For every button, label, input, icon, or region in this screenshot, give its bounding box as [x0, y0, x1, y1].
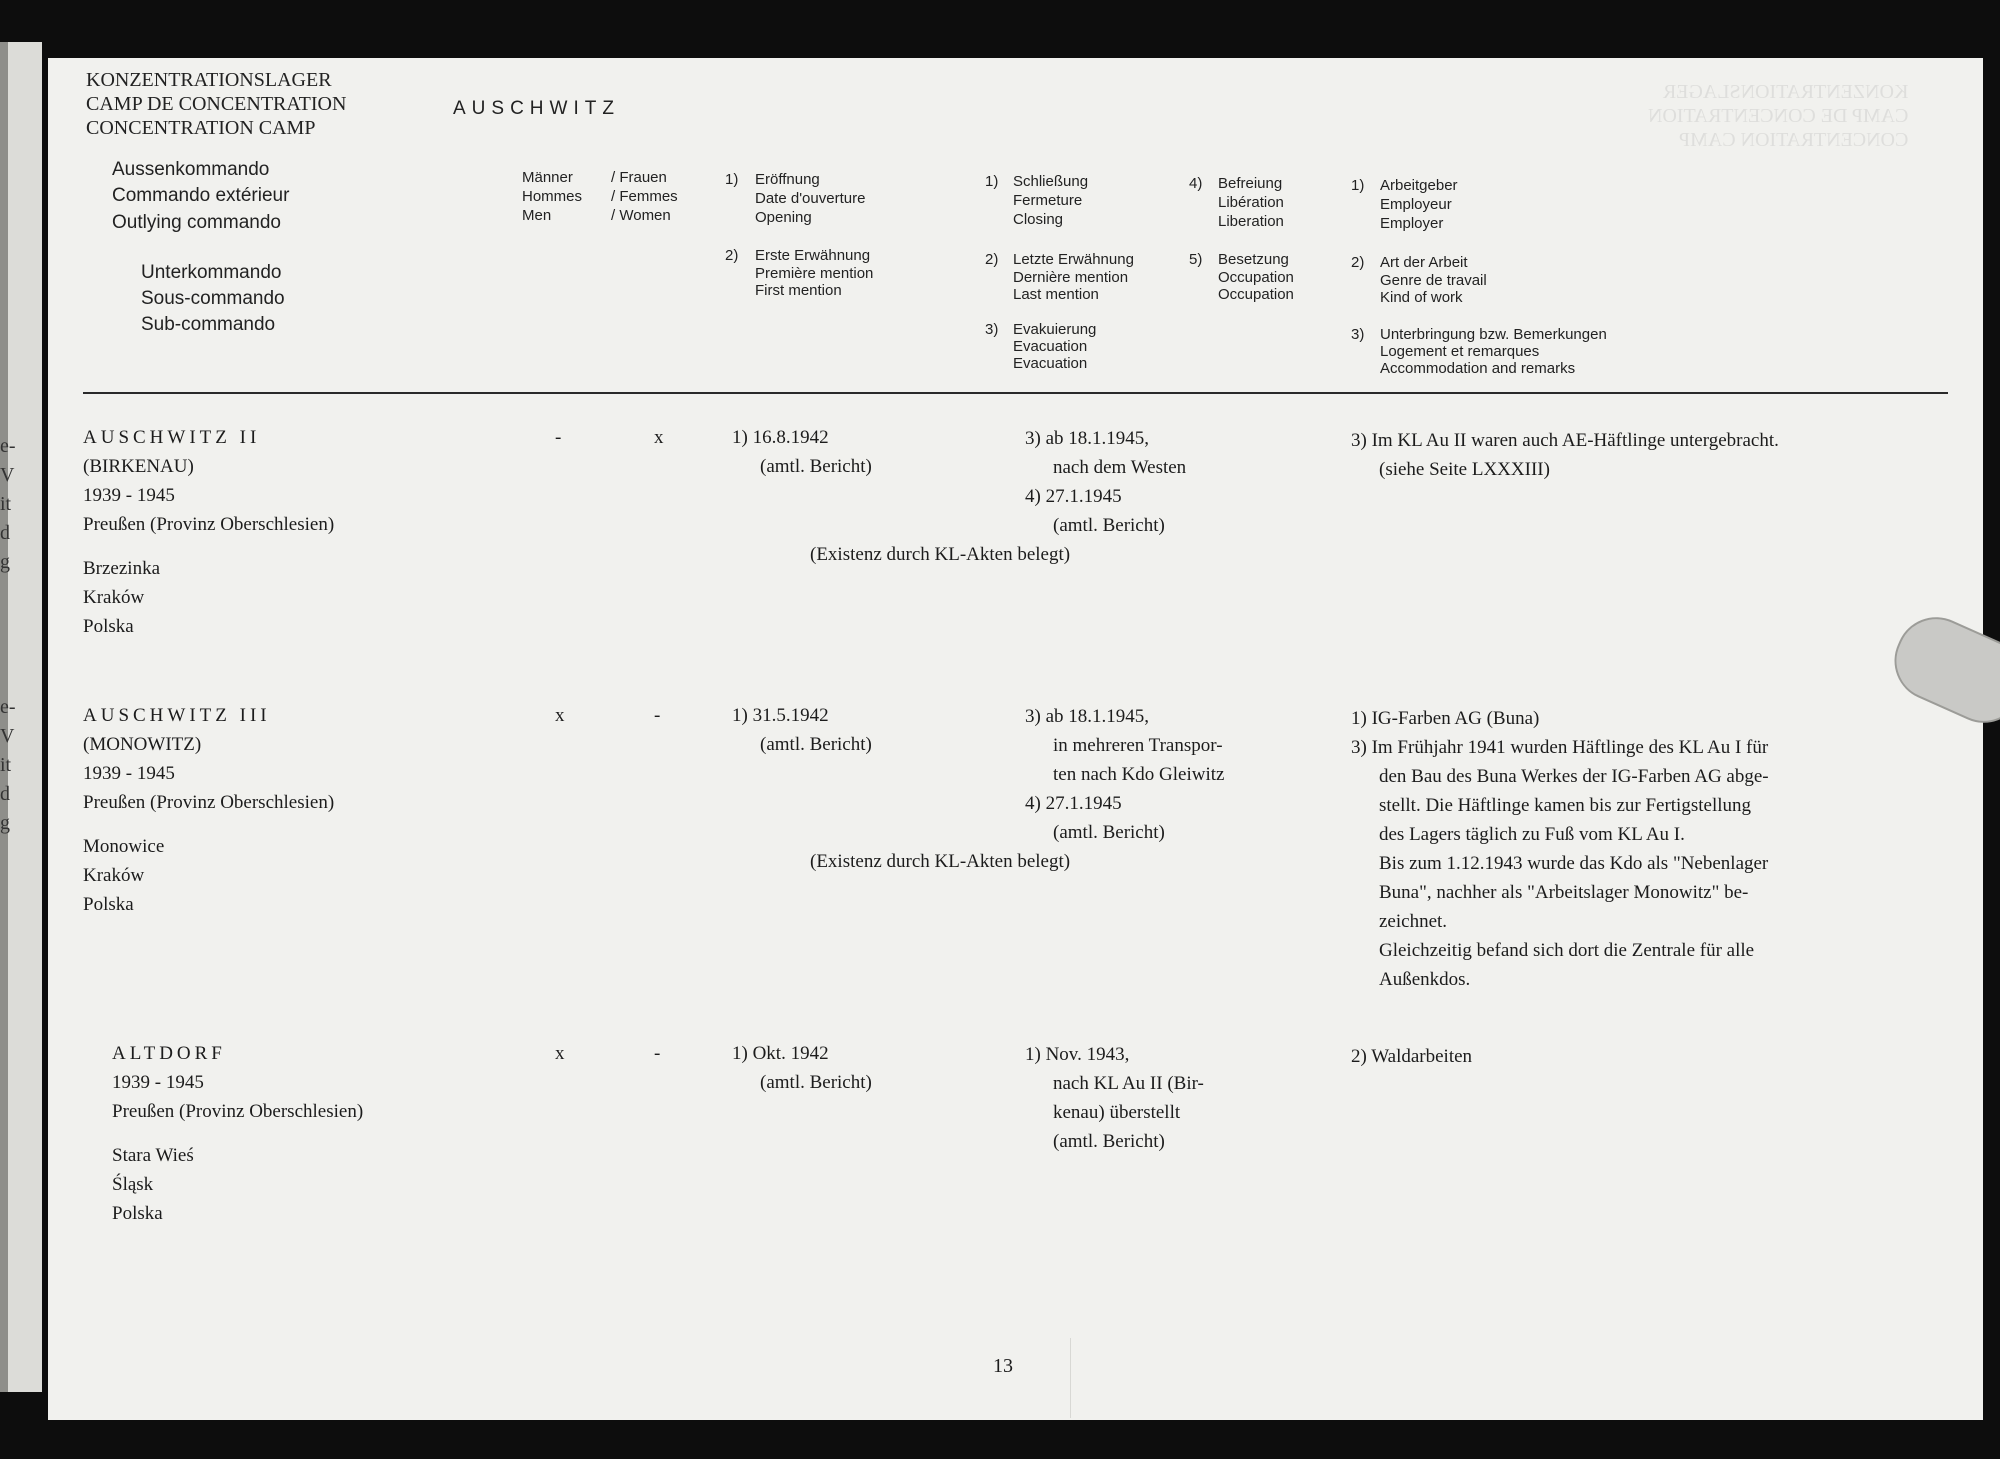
men-mark: x [555, 1043, 565, 1064]
women-label-fr: / Femmes [611, 188, 678, 205]
remarks-en: Accommodation and remarks [1380, 360, 1576, 377]
liberation-en: Liberation [1218, 213, 1284, 230]
opening-source: (amtl. Bericht) [760, 734, 872, 755]
page-title-en: CONCENTRATION CAMP [86, 117, 316, 139]
closing-line: kenau) überstellt [1053, 1102, 1181, 1123]
unterkommando-fr: Sous-commando [141, 288, 285, 309]
remarks-line: Buna", nachher als "Arbeitslager Monowitz" be- [1379, 882, 1749, 903]
show-through-text: KONZENTRATIONSLAGER CAMP DE CONCENTRATION CONCENTRATION CAMP [1648, 81, 1909, 151]
remarks-line: (siehe Seite LXXXIII) [1379, 459, 1550, 480]
occupation-fr: Occupation [1218, 269, 1294, 286]
remarks-line: Gleichzeitig befand sich dort die Zentrale für alle [1379, 940, 1755, 961]
page-title-de: KONZENTRATIONSLAGER [86, 69, 332, 91]
closing-line: 3) ab 18.1.1945, [1025, 428, 1150, 449]
evacuation-en: Evacuation [1013, 355, 1088, 372]
remarks-line: des Lagers täglich zu Fuß vom KL Au I. [1379, 824, 1685, 845]
page-title-fr: CAMP DE CONCENTRATION [86, 93, 347, 115]
aussenkommando-de: Aussenkommando [112, 159, 270, 180]
occupation-number: 5) [1189, 251, 1203, 268]
entry-info-line: (BIRKENAU) [83, 456, 194, 477]
closing-line: (amtl. Bericht) [1053, 515, 1165, 536]
camp-name: AUSCHWITZ [453, 98, 620, 119]
first-mention-en: First mention [755, 282, 842, 299]
opening-date: 1) Okt. 1942 [732, 1043, 829, 1064]
employer-fr: Employeur [1380, 196, 1452, 213]
opening-number: 1) [725, 171, 739, 188]
entry-place-line: Monowice [83, 836, 165, 857]
adjacent-page-edge [0, 42, 42, 1392]
remarks-line: 3) Im KL Au II waren auch AE-Häftlinge untergebracht. [1351, 430, 1779, 451]
entry-info-line: Preußen (Provinz Oberschlesien) [83, 514, 335, 535]
closing-line: 4) 27.1.1945 [1025, 486, 1122, 507]
closing-label-fr: Fermeture [1013, 192, 1083, 209]
closing-line: (amtl. Bericht) [1053, 822, 1165, 843]
page-fold-mark [1070, 1338, 1071, 1418]
opening-date: 1) 31.5.1942 [732, 705, 829, 726]
liberation-de: Befreiung [1218, 175, 1283, 192]
aussenkommando-en: Outlying commando [112, 212, 281, 233]
men-label-en: Men [522, 207, 552, 224]
liberation-fr: Libération [1218, 194, 1284, 211]
entry-place-line: Kraków [83, 587, 145, 608]
opening-label-de: Eröffnung [755, 171, 820, 188]
work-kind-de: Art der Arbeit [1380, 254, 1468, 271]
aussenkommando-fr: Commando extérieur [112, 185, 290, 206]
first-mention-de: Erste Erwähnung [755, 247, 871, 264]
closing-line: 3) ab 18.1.1945, [1025, 706, 1150, 727]
header-divider [83, 392, 1948, 394]
entry-info-line: Preußen (Provinz Oberschlesien) [83, 792, 335, 813]
occupation-de: Besetzung [1218, 251, 1289, 268]
opening-date: 1) 16.8.1942 [732, 427, 829, 448]
work-kind-en: Kind of work [1380, 289, 1463, 306]
liberation-number: 4) [1189, 175, 1203, 192]
entry-info-line: Preußen (Provinz Oberschlesien) [112, 1101, 364, 1122]
entry-place-line: Polska [83, 894, 134, 915]
first-mention-number: 2) [725, 247, 739, 264]
entry-place-line: Brzezinka [83, 558, 161, 579]
opening-label-fr: Date d'ouverture [755, 190, 866, 207]
closing-line: (amtl. Bericht) [1053, 1131, 1165, 1152]
opening-source: (amtl. Bericht) [760, 456, 872, 477]
entry-place-line: Stara Wieś [112, 1145, 194, 1166]
remarks-number: 3) [1351, 326, 1365, 343]
closing-line: nach dem Westen [1053, 457, 1187, 478]
unterkommando-en: Sub-commando [141, 314, 276, 335]
closing-line: 1) Nov. 1943, [1025, 1044, 1130, 1065]
entry-place-line: Polska [83, 616, 134, 637]
unterkommando-de: Unterkommando [141, 262, 282, 283]
closing-label-en: Closing [1013, 211, 1064, 228]
men-mark: - [555, 427, 562, 448]
adjacent-page-text: e- V it d g e- V it d g [0, 435, 16, 834]
entry-place-line: Śląsk [112, 1174, 154, 1195]
remarks-line: Außenkdos. [1379, 969, 1471, 990]
closing-number: 1) [985, 173, 999, 190]
page-number: 13 [993, 1355, 1013, 1377]
entry-name: AUSCHWITZ II [83, 427, 261, 448]
last-mention-fr: Dernière mention [1013, 269, 1129, 286]
last-mention-en: Last mention [1013, 286, 1099, 303]
opening-label-en: Opening [755, 209, 812, 226]
last-mention-number: 2) [985, 251, 999, 268]
existence-note: (Existenz durch KL-Akten belegt) [810, 851, 1071, 872]
occupation-en: Occupation [1218, 286, 1294, 303]
entry-info-line: (MONOWITZ) [83, 734, 202, 755]
evacuation-number: 3) [985, 321, 999, 338]
employer-en: Employer [1380, 215, 1444, 232]
closing-line: nach KL Au II (Bir- [1053, 1073, 1204, 1094]
opening-source: (amtl. Bericht) [760, 1072, 872, 1093]
closing-label-de: Schließung [1013, 173, 1089, 190]
remarks-fr: Logement et remarques [1380, 343, 1540, 360]
women-mark: x [654, 427, 664, 448]
employer-de: Arbeitgeber [1380, 177, 1458, 194]
women-label-de: / Frauen [611, 169, 667, 186]
last-mention-de: Letzte Erwähnung [1013, 251, 1134, 268]
existence-note: (Existenz durch KL-Akten belegt) [810, 544, 1071, 565]
first-mention-fr: Première mention [755, 265, 874, 282]
entry-info-line: 1939 - 1945 [83, 485, 175, 506]
evacuation-de: Evakuierung [1013, 321, 1097, 338]
closing-line: ten nach Kdo Gleiwitz [1053, 764, 1225, 785]
entry-place-line: Kraków [83, 865, 145, 886]
entry-place-line: Polska [112, 1203, 163, 1224]
remarks-de: Unterbringung bzw. Bemerkungen [1380, 326, 1607, 343]
evacuation-fr: Evacuation [1013, 338, 1088, 355]
men-mark: x [555, 705, 565, 726]
women-label-en: / Women [611, 207, 671, 224]
remarks-line: 1) IG-Farben AG (Buna) [1351, 708, 1540, 729]
entry-info-line: 1939 - 1945 [112, 1072, 204, 1093]
closing-line: 4) 27.1.1945 [1025, 793, 1122, 814]
remarks-line: den Bau des Buna Werkes der IG-Farben AG abge- [1379, 766, 1769, 787]
closing-line: in mehreren Transpor- [1053, 735, 1223, 756]
work-kind-fr: Genre de travail [1380, 272, 1487, 289]
women-mark: - [654, 705, 661, 726]
entry-name: AUSCHWITZ III [83, 705, 271, 726]
work-kind-number: 2) [1351, 254, 1365, 271]
men-label-de: Männer [522, 169, 573, 186]
women-mark: - [654, 1043, 661, 1064]
remarks-line: stellt. Die Häftlinge kamen bis zur Fertigstellung [1379, 795, 1752, 816]
remarks-line: 3) Im Frühjahr 1941 wurden Häftlinge des KL Au I für [1351, 737, 1769, 758]
remarks-line: 2) Waldarbeiten [1351, 1046, 1473, 1067]
remarks-line: Bis zum 1.12.1943 wurde das Kdo als "Nebenlager [1379, 853, 1769, 874]
employer-number: 1) [1351, 177, 1365, 194]
entry-name: ALTDORF [112, 1043, 226, 1064]
men-label-fr: Hommes [522, 188, 583, 205]
remarks-line: zeichnet. [1379, 911, 1448, 932]
entry-info-line: 1939 - 1945 [83, 763, 175, 784]
document-page [48, 58, 1983, 1420]
